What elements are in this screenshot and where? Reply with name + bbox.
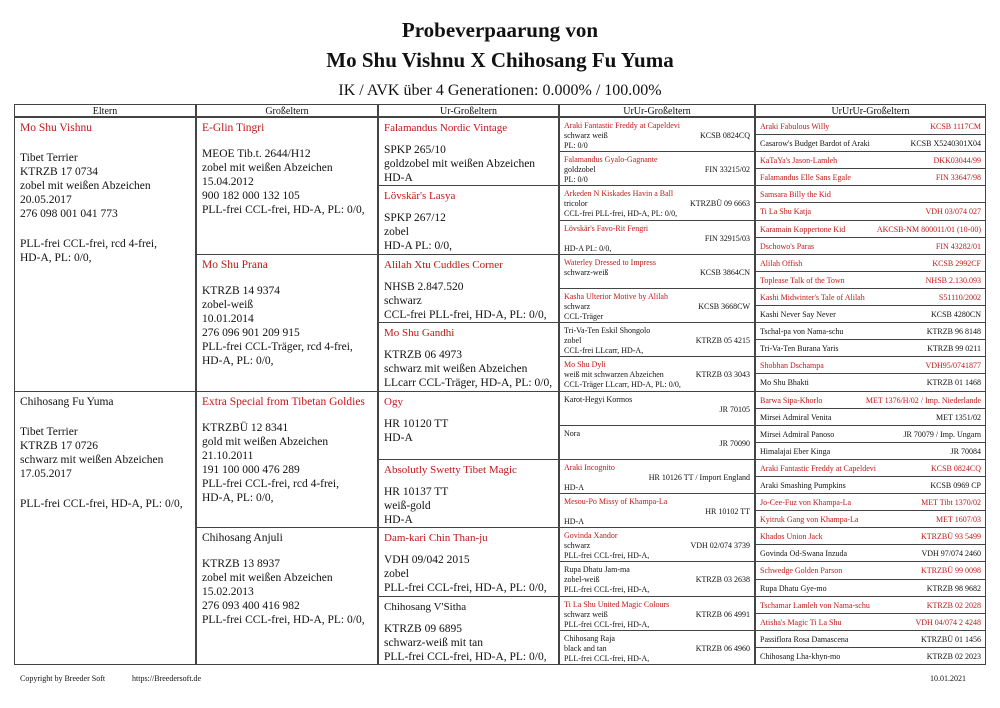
dog-reg: KCSB 3864CN [699,267,750,277]
dog-reg: VDH 02/074 3739 [690,541,750,551]
dog-row [564,473,750,483]
dog-name: Casarow's Budget Bardot of Araki [760,139,870,149]
dog-name: Araki Fabulous Willy [760,122,830,131]
dog-reg: MET 1351/02 [936,412,981,422]
pedigree-cell [755,339,986,357]
dog-row [564,165,750,175]
dog-reg: KTRZB 02 2028 [926,600,981,610]
pedigree-cell [559,288,755,323]
dog-name: Tri-Va-Ten Burana Yaris [760,344,839,354]
dog-breed: Tibet Terrier [20,152,78,164]
dog-name: Chihosang V'Sitha [384,600,467,613]
ik-avk-line: IK / AVK über 4 Generationen: 0.000% / 100.00% [338,82,662,99]
dog-name: Mesou-Po Missy of Khampa-La [564,497,668,507]
pedigree-cell [559,117,755,152]
dog-name: Chihosang Fu Yuma [20,395,114,408]
dog-name: Jo-Cee-Fuz von Khampa-La [760,498,852,508]
pedigree-cell [755,544,986,562]
dog-reg: JR 70084 [950,446,981,456]
dog-info: 900 182 000 132 105 [202,190,300,202]
pedigree-cell [755,202,986,220]
dog-info: 191 100 000 476 289 [202,463,300,476]
pedigree-cell [196,117,378,255]
dog-row [564,268,750,278]
dog-info: goldzobel mit weißen Abzeichen [384,158,536,170]
dog-name: Chihosang Lha-khyn-mo [760,651,841,661]
dog-reg: KCSB 3668CW [698,301,750,311]
pedigree-cell [755,237,986,255]
dog-name: Himalajai Eber Kinga [760,446,831,456]
pedigree-cell [378,117,559,186]
pedigree-cell [755,322,986,340]
pedigree-cell [559,459,755,494]
dog-name: Ogy [384,395,403,408]
dog-info: zobel mit weißen Abzeichen [202,572,333,585]
dog-name: Mirsei Admiral Venita [760,412,832,422]
pedigree-cell [559,493,755,528]
dog-name: Atisha's Magic Ti La Shu [760,617,842,627]
dog-name: Samsara Billy the Kid [760,190,831,200]
pedigree-cell [14,117,196,392]
dog-color: schwarz [564,301,591,311]
dog-name: Alilah Xtu Cuddles Corner [384,258,503,271]
dog-name: Dam-kari Chin Than-ju [384,532,488,545]
dog-chip: 276 098 001 041 773 [20,208,118,220]
pedigree-cell [559,425,755,460]
dog-name: Toplease Talk of the Town [760,275,845,285]
dog-reg: KCSB X5240301X04 [910,139,981,149]
dog-reg: KTRZB 17 0734 [20,166,98,178]
dog-info: KTRZB 09 6895 [384,622,462,635]
pedigree-cell [755,254,986,272]
dog-color: schwarz weiß [564,609,608,619]
pedigree-cell [755,288,986,306]
dog-name: Mo Shu Gandhi [384,327,455,340]
dog-row [564,439,750,449]
dog-name: Rupa Dhatu Jam-ma [564,565,630,575]
pedigree-cell [559,391,755,426]
pedigree-cell [196,254,378,392]
pedigree-cell [378,596,559,665]
dog-reg: FIN 33215/02 [704,165,750,175]
dog-color: goldzobel [564,165,596,175]
dog-info: PLL-frei CCL-frei, HD-A, PL: 0/0, [202,614,365,627]
dog-name: Araki Fantastic Freddy at Capeldevi [564,121,680,130]
dog-reg: HR 10126 TT / Import England [648,472,750,482]
pedigree-cell [559,630,755,665]
dog-reg: KTRZB 98 9682 [926,583,981,593]
dog-info: 276 093 400 416 982 [202,600,300,613]
dog-info: HD-A, PL: 0/0, [202,491,274,504]
pedigree-cell [378,322,559,391]
dog-row [564,507,750,517]
pedigree-cell [559,356,755,391]
dog-row [564,131,750,141]
dog-name: Falamandus Nordic Vintage [384,122,508,134]
dog-reg: KTRZBÜ 09 6663 [690,199,750,209]
dog-color: schwarz [564,541,591,551]
pedigree-cell [196,527,378,665]
dog-reg: JR 70105 [719,404,750,414]
pedigree-cell [755,647,986,665]
dog-name: Chihosang Anjuli [202,532,283,545]
dog-health: PLL-frei CCL-frei, rcd 4-frei, [20,238,157,250]
column-header: UrUr-Großeltern [559,104,755,117]
dog-name: KaTaYa's Jason-Lamleh [760,156,838,166]
pedigree-table [14,104,986,664]
dog-info: HD-A [384,513,413,526]
column-header: Ur-Großeltern [378,104,559,117]
dog-info: CCL-frei PLL-frei, HD-A, PL: 0/0, [564,209,678,219]
pedigree-cell [559,254,755,289]
dog-info: VDH 09/042 2015 [384,554,470,567]
dog-info: SPKP 265/10 [384,144,446,156]
dog-reg: FIN 33647/98 [935,173,981,183]
pedigree-cell [378,391,559,460]
dog-name: Kyitruk Gang von Khampa-La [760,515,859,525]
dog-reg: KTRZB 03 3043 [695,370,750,380]
dog-reg: KTRZBÜ 99 0098 [921,566,981,576]
dog-name: Dschowo's Paras [760,241,815,251]
pedigree-cell [755,373,986,391]
dog-row [564,644,750,654]
pedigree-cell [755,271,986,289]
footer-date: 10.01.2021 [930,674,966,683]
dog-info: CCL-Träger LLcarr, HD-A, PL: 0/0, [564,380,681,390]
dog-name: Arkeden N Kiskades Havin a Ball [564,189,674,199]
dog-info: schwarz-weiß mit tan [384,636,483,649]
dog-info: HD-A PL: 0/0, [564,243,612,253]
dog-reg: MET Tibt 1370/02 [921,498,981,508]
dog-reg: KTRZB 02 2023 [926,651,981,661]
dog-info: HD-A [384,431,413,444]
dog-name: Mo Shu Prana [202,258,268,271]
dog-name: Waterley Dressed to Impress [564,257,656,267]
dog-info: gold mit weißen Abzeichen [202,435,329,448]
dog-name: Lövskär's Lasya [384,190,456,203]
dog-name: Falamandus Elle Sans Egale [760,173,851,183]
dog-color: schwarz-weiß [564,267,609,277]
dog-name: Govinda Xandor [564,531,618,541]
dog-name: Mo Shu Vishnu [20,122,92,134]
dog-name: Araki Fantastic Freddy at Capeldevi [760,463,876,473]
dog-row [564,234,750,244]
dog-name: Khados Union Jack [760,532,823,542]
dog-name: Nora [564,428,580,438]
dog-reg: KTRZB 17 0726 [20,439,98,452]
footer-copyright: Copyright by Breeder Soft [20,674,106,683]
dog-color: schwarz mit weißen Abzeichen [20,453,164,466]
pedigree-cell [755,459,986,477]
dog-color: schwarz weiß [564,131,608,140]
dog-reg: S51110/2002 [938,292,981,302]
dog-reg: KTRZB 06 4960 [695,643,750,653]
pedigree-cell [755,579,986,597]
dog-info: CCL-frei PLL-frei, HD-A, PL: 0/0, [384,308,547,321]
dog-reg: KTRZB 05 4215 [695,336,750,346]
dog-name: Absolutly Swetty Tibet Magic [384,463,517,476]
dog-color: zobel mit weißen Abzeichen [20,180,151,192]
dog-reg: MET 1376/H/02 / Imp. Niederlande [865,395,981,405]
dog-reg: KTRZB 99 0211 [927,344,981,354]
dog-info: HD-A [384,172,413,184]
dog-name: Chihosang Raja [564,633,615,643]
pedigree-cell [755,220,986,238]
dog-info: schwarz mit weißen Abzeichen [384,363,528,376]
dog-info: SPKP 267/12 [384,212,446,225]
pedigree-cell [559,322,755,357]
dog-color: black and tan [564,643,607,653]
dog-row [564,336,750,346]
dog-info: KTRZB 14 9374 [202,284,280,297]
dog-info: 10.01.2014 [202,312,254,325]
dog-reg: VDH 97/074 2460 [921,549,981,559]
dog-info: KTRZBÜ 12 8341 [202,421,289,434]
dog-info: MEOE Tib.t. 2644/H12 [202,148,311,160]
dog-info: PLL-frei CCL-frei, HD-A, [564,619,650,629]
pedigree-cell [559,527,755,562]
dog-name: Tri-Va-Ten Eskil Shongolo [564,326,651,336]
dog-row [564,541,750,551]
dog-color: tricolor [564,199,588,209]
dog-reg: KTRZB 06 4991 [695,609,750,619]
pedigree-cell [559,220,755,255]
pedigree-cell [559,561,755,596]
mating-title: Mo Shu Vishnu X Chihosang Fu Yuma [326,48,674,72]
dog-name: Araki Incognito [564,462,615,472]
dog-row [564,405,750,415]
pedigree-cell [755,356,986,374]
dog-color: zobel [564,336,582,346]
pedigree-cell [755,425,986,443]
dog-name: Tschal-pa von Nama-schu [760,327,844,337]
dog-info: zobel [384,568,409,581]
dog-reg: NHSB 2.130.093 [925,275,981,285]
dog-reg: VDH 04/074 2 4248 [915,617,981,627]
pedigree-cell [755,527,986,545]
pedigree-cell [378,254,559,323]
column-header: Großeltern [196,104,378,117]
dog-name: Alilah Offish [760,258,803,268]
dog-health: PLL-frei CCL-frei, HD-A, PL: 0/0, [20,497,183,510]
dog-row [564,575,750,585]
pedigree-cell [378,185,559,254]
dog-reg: KCSB 2992CF [932,258,981,268]
dog-reg: HR 10102 TT [705,507,750,517]
dog-reg: AKCSB-NM 800011/01 (10-00) [876,224,981,234]
dog-reg: KTRZB 03 2638 [695,575,750,585]
dog-info: zobel-weiß [202,298,254,311]
dog-name: Passiflora Rosa Damascena [760,634,849,644]
dog-color: weiß mit schwarzen Abzeichen [564,370,664,380]
pedigree-cell [196,391,378,529]
dog-row [564,199,750,209]
dog-dob: 17.05.2017 [20,467,72,480]
dog-reg: KCSB 4280CN [930,310,981,320]
dog-name: Shobhan Dschampa [760,361,824,371]
dog-reg: VDH 03/074 027 [925,207,981,217]
dog-color: zobel-weiß [564,575,600,585]
dog-info: schwarz [384,294,422,307]
pedigree-cell [378,527,559,596]
dog-reg: FIN 43282/01 [935,241,981,251]
dog-info: 15.02.2013 [202,586,254,599]
dog-name: Mirsei Admiral Panoso [760,429,835,439]
dog-name: Lövskär's Favo-Rit Fengri [564,223,649,233]
dog-info: PLL-frei CCL-frei, rcd 4-frei, [202,477,339,490]
pedigree-cell [755,561,986,579]
pedigree-cell [559,151,755,186]
column-header: UrUrUr-Großeltern [755,104,986,117]
pedigree-cell [755,168,986,186]
dog-reg: KCSB 0824CQ [699,131,750,140]
dog-name: Tschamar Lamleh von Nama-schu [760,600,870,610]
dog-name: Rupa Dhatu Gye-mo [760,583,827,593]
pedigree-cell [755,442,986,460]
pedigree-cell [755,510,986,528]
dog-info: KTRZB 13 8937 [202,558,280,571]
dog-name: Govinda Od-Swana Inzuda [760,549,848,559]
dog-name: E-Glin Tingri [202,122,265,134]
dog-info: PLL-frei CCL-frei, HD-A, PL: 0/0, [384,650,547,663]
dog-reg: JR 70079 / Imp. Ungarn [903,429,981,439]
dog-info: CCL-frei LLcarr, HD-A, [564,346,644,356]
dog-reg: KCSB 0969 CP [930,480,981,490]
dog-info: HR 10137 TT [384,485,449,498]
dog-reg: FIN 32915/03 [704,233,750,243]
dog-breed: Tibet Terrier [20,425,78,438]
dog-reg: KTRZB 96 8148 [926,327,981,337]
pedigree-cell [14,391,196,666]
dog-reg: VDH95/0741877 [925,361,981,371]
dog-name: Ti La Shu Katja [760,207,812,217]
dog-reg: DKK03044/99 [933,156,981,166]
pedigree-cell [755,134,986,152]
dog-info: HD-A [564,482,584,492]
dog-reg: KTRZBÜ 93 5499 [921,532,981,542]
dog-info: 15.04.2012 [202,176,254,188]
pedigree-cell [755,408,986,426]
page-title: Probeverpaarung von [401,18,599,42]
dog-info: PLL-frei CCL-frei, HD-A, [564,653,650,663]
pedigree-cell [755,185,986,203]
dog-reg: KCSB 0824CQ [930,463,981,473]
dog-name: Mo Shu Dyli [564,360,606,370]
dog-name: Schwedge Golden Parson [760,566,843,576]
pedigree-cell [755,596,986,614]
dog-info: PLL-frei CCL-Träger, rcd 4-frei, [202,340,353,353]
dog-reg: KTRZBÜ 01 1456 [921,634,981,644]
dog-name: Karot-Hegyi Kormos [564,394,633,404]
dog-info: HD-A PL: 0/0, [384,240,453,253]
dog-info: 21.10.2011 [202,449,254,462]
dog-info: zobel [384,226,409,239]
dog-row [564,610,750,620]
pedigree-cell [755,493,986,511]
dog-reg: KCSB 1117CM [930,122,981,131]
pedigree-cell [559,185,755,220]
dog-name: Falamandus Gyalo-Gagnante [564,155,658,165]
pedigree-cell [378,459,559,528]
dog-row [564,302,750,312]
pedigree-cell [755,630,986,648]
dog-name: Karamain Koppertone Kid [760,224,846,234]
dog-info: CCL-Träger [564,311,604,321]
dog-info: PLL-frei CCL-frei, HD-A, PL: 0/0, [384,582,547,595]
dog-info: 276 096 901 209 915 [202,326,300,339]
pedigree-cell [755,476,986,494]
spacer [20,481,190,497]
dog-name: Ti La Shu United Magic Colours [564,599,670,609]
dog-info: KTRZB 06 4973 [384,349,462,362]
column-header: Eltern [14,104,196,117]
dog-info: PL: 0/0 [564,175,588,185]
pedigree-cell [755,117,986,135]
dog-info: HR 10120 TT [384,417,449,430]
dog-reg: JR 70090 [719,438,750,448]
dog-info: HD-A, PL: 0/0, [202,354,274,367]
pedigree-cell [755,305,986,323]
dog-info: PLL-frei CCL-frei, HD-A, PL: 0/0, [202,204,365,216]
footer-url[interactable]: https://Breedersoft.de [132,674,202,683]
dog-info: zobel mit weißen Abzeichen [202,162,333,174]
spacer [20,221,190,237]
dog-row [564,370,750,380]
dog-info: PLL-frei CCL-frei, HD-A, [564,585,650,595]
dog-name: Barwa Sipa-Khorlo [760,395,823,405]
pedigree-cell [755,391,986,409]
dog-name: Araki Smashing Pumpkins [760,480,846,490]
dog-info: weiß-gold [384,499,431,512]
pedigree-cell [559,596,755,631]
dog-info: HD-A [564,517,584,527]
dog-name: Kashi Midwinter's Tale of Alilah [760,292,865,302]
dog-health: HD-A, PL: 0/0, [20,252,92,264]
dog-name: Extra Special from Tibetan Goldies [202,395,365,408]
dog-info: PLL-frei CCL-frei, HD-A, [564,551,650,561]
dog-reg: KTRZB 01 1468 [926,378,981,388]
pedigree-cell [755,151,986,169]
dog-info: LLcarr CCL-Träger, HD-A, PL: 0/0, [384,377,553,390]
dog-name: Kashi Never Say Never [760,310,836,320]
dog-dob: 20.05.2017 [20,194,72,206]
dog-name: Mo Shu Bhakti [760,378,809,388]
dog-info: NHSB 2.847.520 [384,280,464,293]
pedigree-cell [755,613,986,631]
dog-name: Kasha Ulterior Motive by Alilah [564,291,668,301]
dog-info: PL: 0/0 [564,141,588,150]
dog-reg: MET 1607/03 [936,515,981,525]
